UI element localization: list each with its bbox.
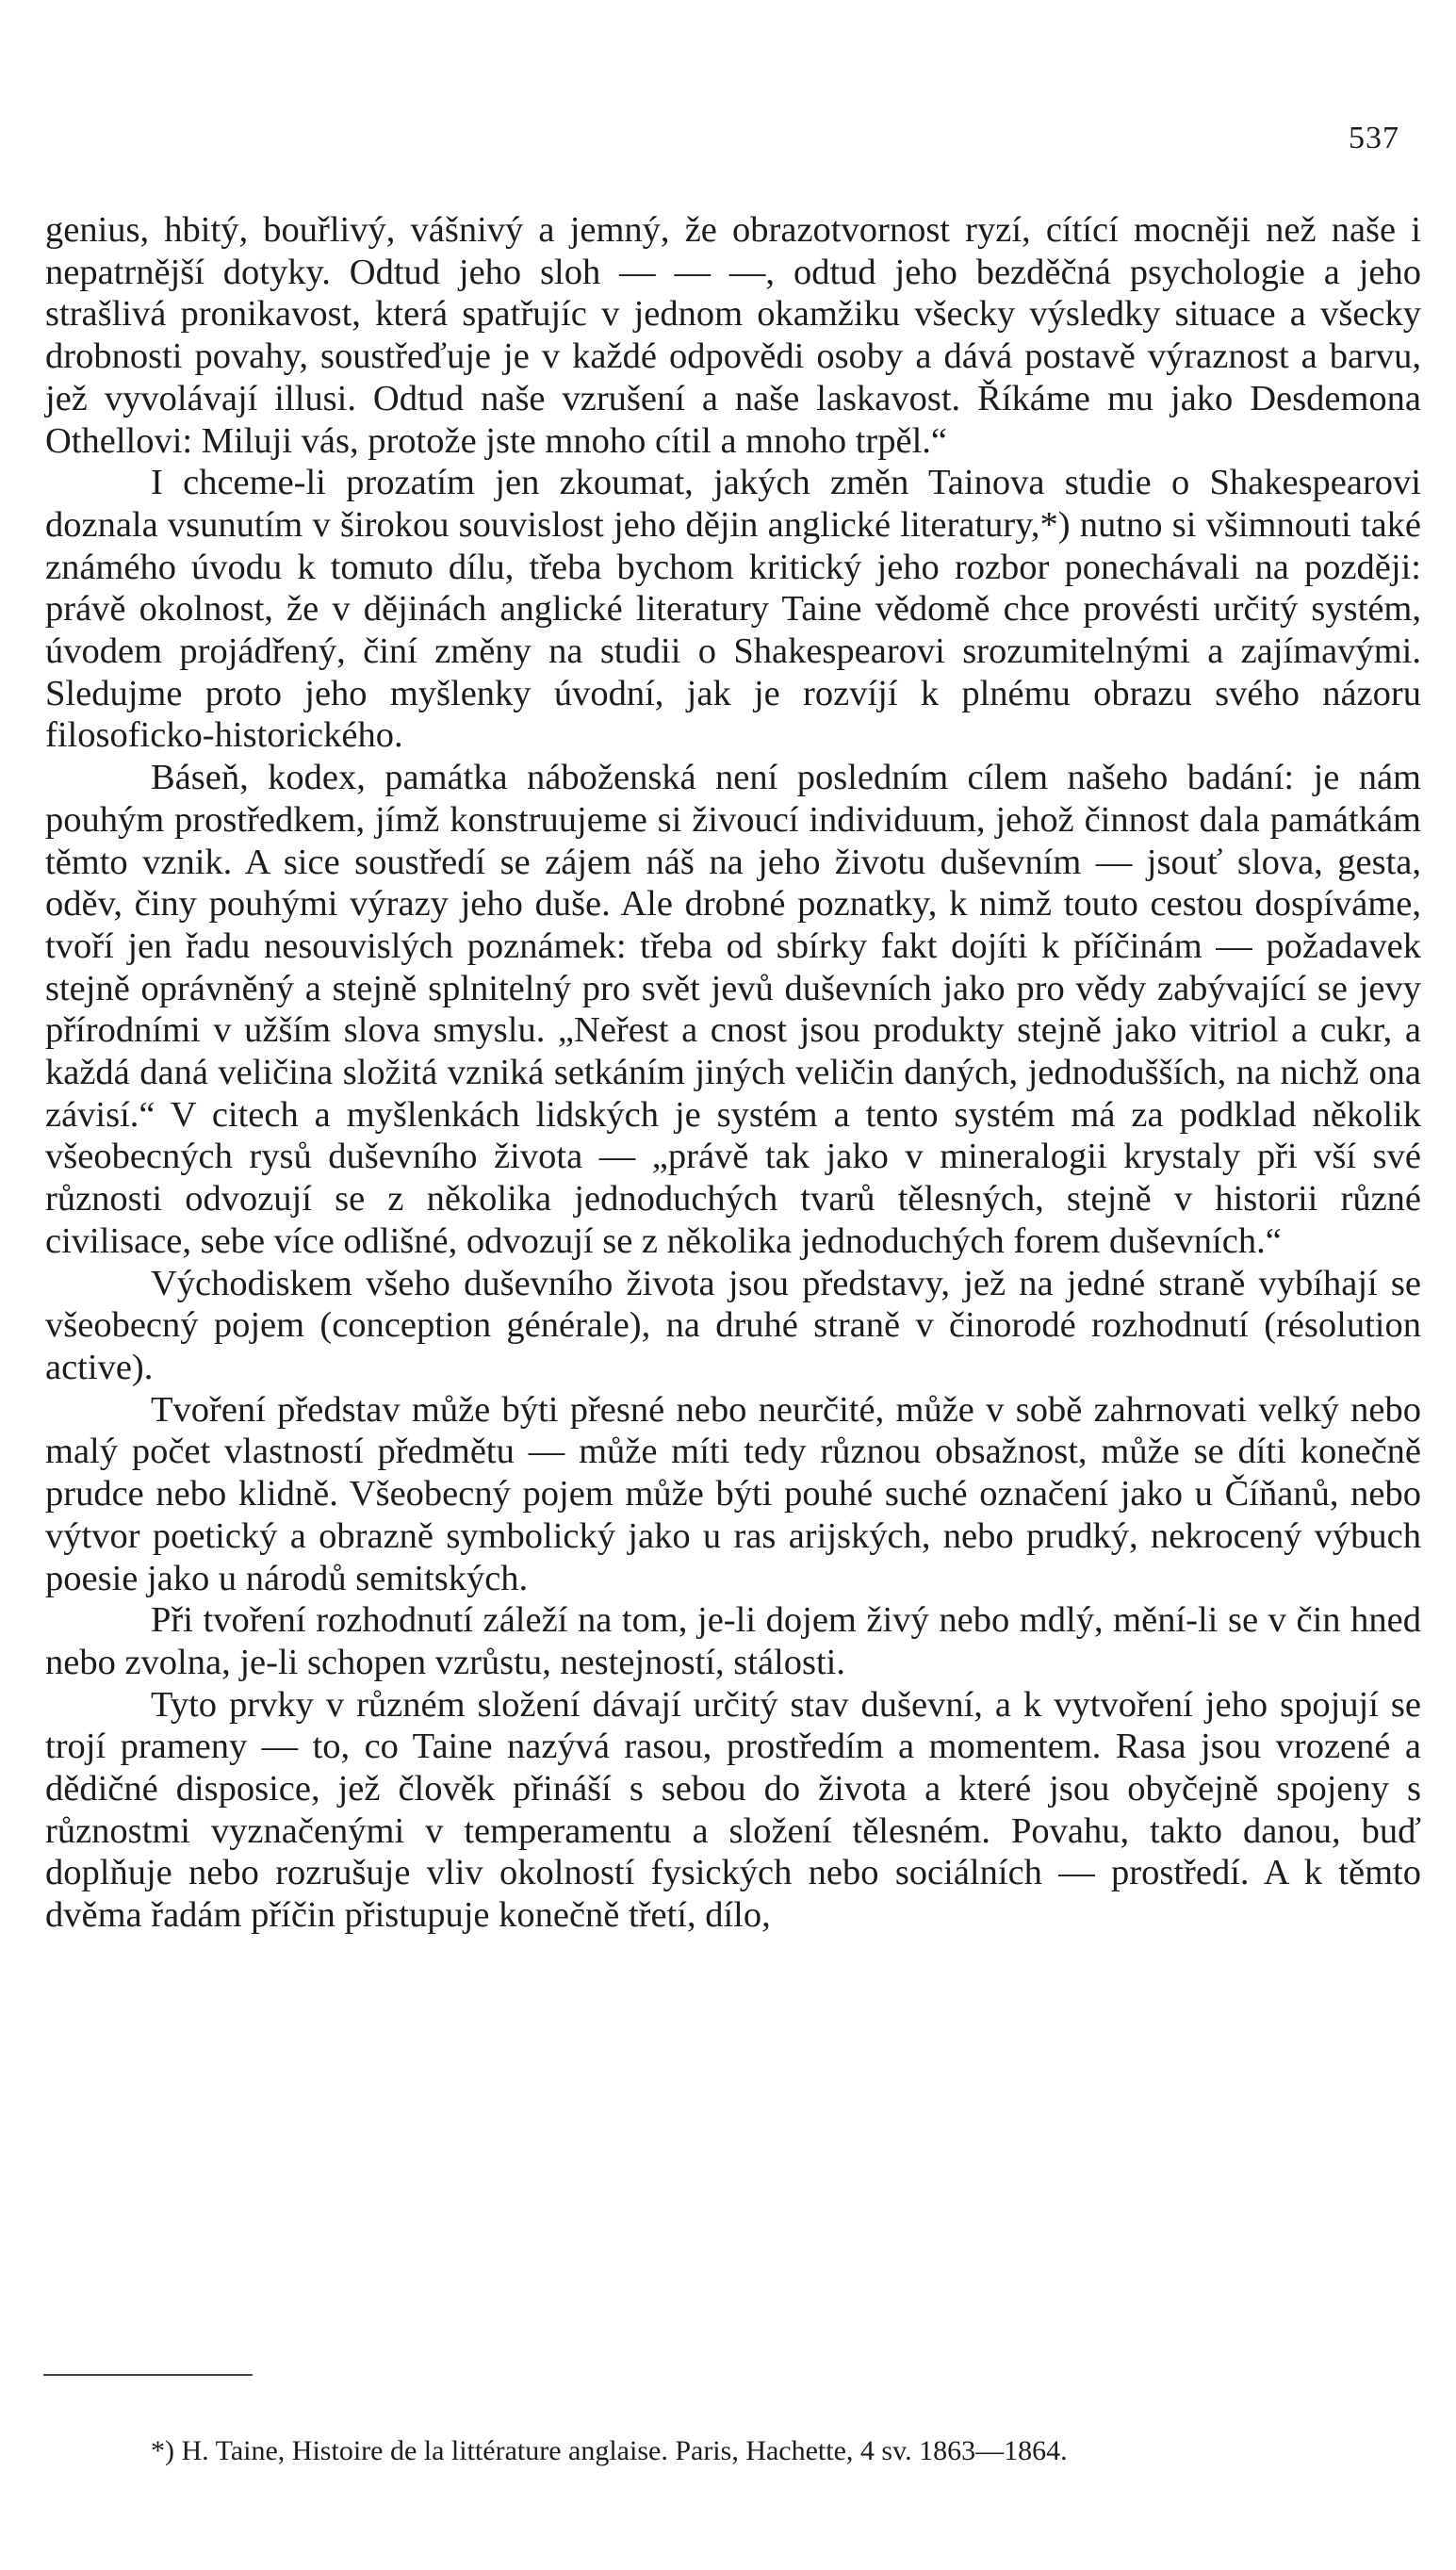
paragraph-4: Východiskem všeho duševního života jsou představy, jež na jedné straně vybíhají se všeobecný pojem (conception générale), na druhé straně v činorodé rozhodnutí (résolution active).	[45, 1263, 1421, 1387]
paragraph-5: Tvoření představ může býti přesné nebo neurčité, může v sobě zahrnovati velký nebo malý počet vlastností předmětu — může míti tedy různou obsažnost, může se díti konečně prudce nebo klidně. Všeobecný pojem může býti pouhé suché označení jako u Číňanů, nebo výtvor poetický a obrazně symbolický jako u ras arijských, nebo prudký, nekrocený výbuch poesie jako u národů semitských.	[45, 1389, 1421, 1598]
page-number: 537	[1349, 121, 1399, 156]
paragraph-1: genius, hbitý, bouřlivý, vášnivý a jemný, že obrazotvornost ryzí, cítící mocněji než naše i nepatrnější dotyky. Odtud jeho sloh — — —, odtud jeho bezděčná psychologie a jeho strašlivá pronikavost, která spatřujíc v jednom okamžiku všecky výsledky situace a všecky drobnosti povahy, soustřeďuje je v každé odpovědi osoby a dává postavě výraznost a barvu, jež vyvolávají illusi. Odtud naše vzrušení a naše laskavost. Říkáme mu jako Desdemona Othellovi: Miluji vás, protože jste mnoho cítil a mnoho trpěl.“	[45, 210, 1421, 461]
paragraph-2: I chceme-li prozatím jen zkoumat, jakých změn Tainova studie o Shakespearovi doznala vsunutím v širokou souvislost jeho dějin anglické literatury,*) nutno si všimnouti také známého úvodu k tomuto dílu, třeba bychom kritický jeho rozbor ponechávali na později: právě okolnost, že v dějinách anglické literatury Taine vědomě chce provésti určitý systém, úvodem projádřený, činí změny na studii o Shakespearovi srozumitelnými a zajímavými. Sledujme proto jeho myšlenky úvodní, jak je rozvíjí k plnému obrazu svého názoru filosoficko-historického.	[45, 463, 1421, 756]
paragraph-7: Tyto prvky v různém složení dávají určitý stav duševní, a k vytvoření jeho spojují se trojí prameny — to, co Taine nazývá rasou, prostředím a momentem. Rasa jsou vrozené a dědičné disposice, jež člověk přináší s sebou do života a které jsou obyčejně spojeny s různostmi vyznačenými v temperamentu a složení tělesném. Povahu, takto danou, buď doplňuje nebo rozrušuje vliv okolností fysických nebo sociálních — prostředí. A k těmto dvěma řadám příčin přistupuje konečně třetí, dílo,	[45, 1684, 1421, 1936]
paragraph-3: Báseň, kodex, památka náboženská není posledním cílem našeho badání: je nám pouhým prostředkem, jímž konstruujeme si živoucí individuum, jehož činnost dala památkám těmto vznik. A sice soustředí se zájem náš na jeho životu duševním — jsouť slova, gesta, oděv, činy pouhými výrazy jeho duše. Ale drobné poznatky, k nimž touto cestou dospíváme, tvoří jen řadu nesouvislých poznámek: třeba od sbírky fakt dojíti k příčinám — požadavek stejně oprávněný a stejně splnitelný pro svět jevů duševních jako pro vědy zabývající se jevy přírodními v užším slova smyslu. „Neřest a cnost jsou produkty stejně jako vitriol a cukr, a každá daná veličina složitá vzniká setkáním jiných veličin daných, jednodušších, na nichž ona závisí.“ V citech a myšlenkách lidských je systém a tento systém má za podklad několik všeobecných rysů duševního života — „právě tak jako v mineralogii krystaly při vší své různosti odvozují se z několika jednoduchých tvarů tělesných, stejně v historii různé civilisace, sebe více odlišné, odvozují se z několika jednoduchých forem duševních.“	[45, 758, 1421, 1261]
body-text	[45, 209, 1421, 1937]
paragraph-6: Při tvoření rozhodnutí záleží na tom, je-li dojem živý nebo mdlý, mění-li se v čin hned nebo zvolna, je-li schopen vzrůstu, nestejností, stálosti.	[45, 1600, 1421, 1682]
footnote-divider	[43, 2374, 253, 2376]
footnote: *) H. Taine, Histoire de la littérature anglaise. Paris, Hachette, 4 sv. 1863—1864.	[151, 2435, 1068, 2466]
